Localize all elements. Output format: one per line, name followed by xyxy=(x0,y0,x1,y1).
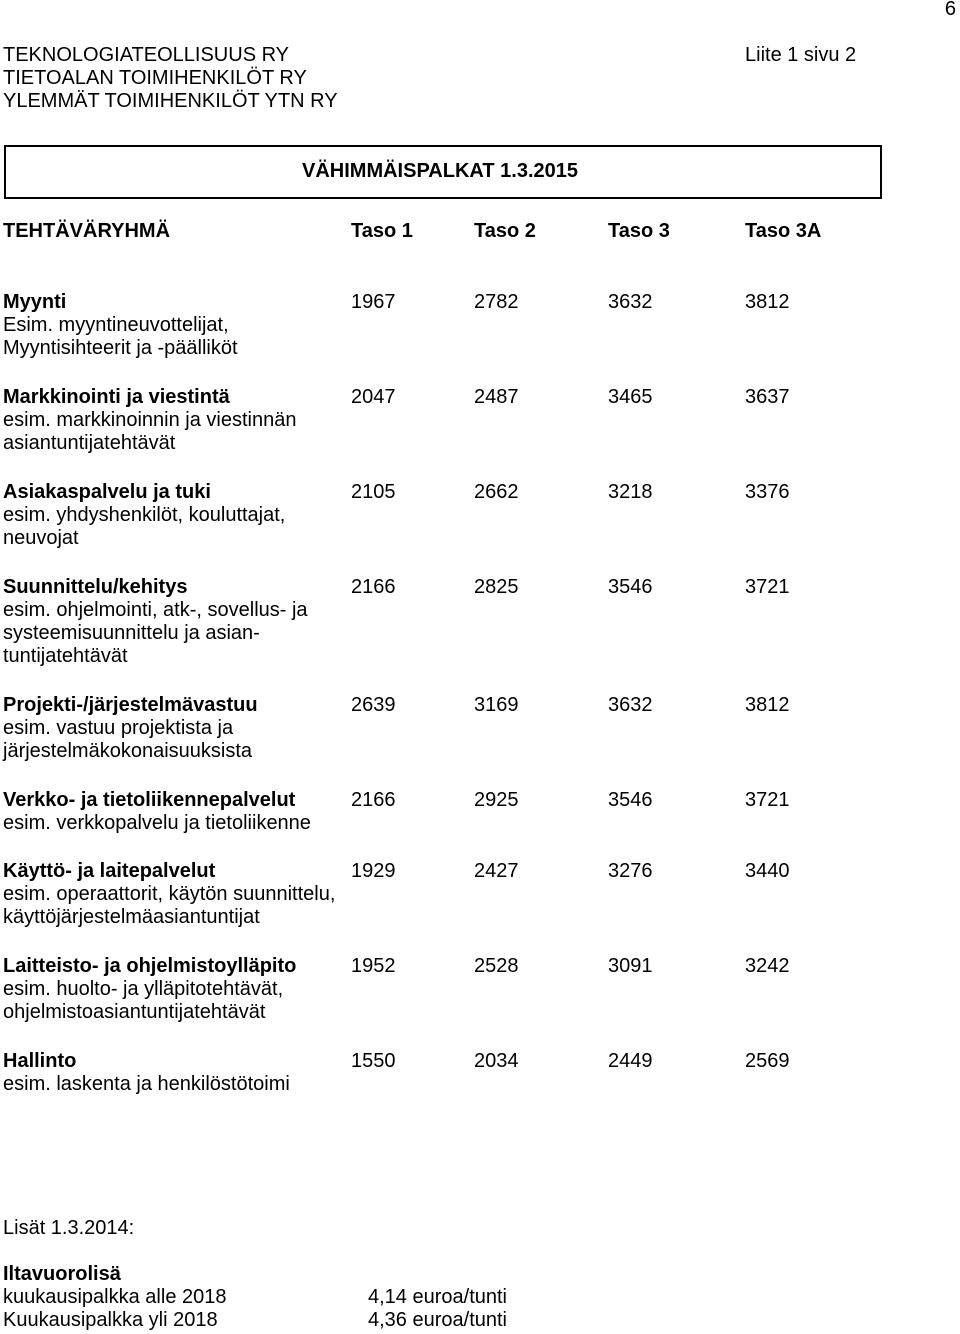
group-description xyxy=(3,717,252,763)
allowance-value: 4,36 euroa/tunti xyxy=(368,1309,507,1331)
document-title: VÄHIMMÄISPALKAT 1.3.2015 xyxy=(302,160,578,182)
salary-level-3: 3546 xyxy=(608,789,653,811)
column-header-level-3: Taso 3 xyxy=(608,220,670,242)
salary-level-3a: 3812 xyxy=(745,291,790,313)
description-line: esim. laskenta ja henkilöstötoimi xyxy=(3,1073,290,1095)
column-header-level-2: Taso 2 xyxy=(474,220,536,242)
salary-level-1: 2105 xyxy=(351,481,396,503)
salary-level-2: 2662 xyxy=(474,481,519,503)
description-line: neuvojat xyxy=(3,527,79,549)
group-name: Myynti xyxy=(3,291,67,313)
organization-name: TEKNOLOGIATEOLLISUUS RY xyxy=(3,44,290,66)
description-line: esim. yhdyshenkilöt, kouluttajat, xyxy=(3,504,286,526)
salary-level-2: 2825 xyxy=(474,576,519,598)
description-line: Myyntisihteerit ja -päälliköt xyxy=(3,337,238,359)
allowance-label: kuukausipalkka alle 2018 xyxy=(3,1286,227,1308)
salary-level-1: 1952 xyxy=(351,955,396,977)
salary-level-1: 2047 xyxy=(351,386,396,408)
salary-level-2: 2925 xyxy=(474,789,519,811)
organization-list xyxy=(3,44,338,113)
organization-name: TIETOALAN TOIMIHENKILÖT RY xyxy=(3,67,307,89)
group-description xyxy=(3,812,311,835)
description-line: järjestelmäkokonaisuuksista xyxy=(3,740,253,762)
allowance-label: Kuukausipalkka yli 2018 xyxy=(3,1309,218,1331)
salary-level-3a: 3812 xyxy=(745,694,790,716)
description-line: käyttöjärjestelmäasiantuntijat xyxy=(3,906,260,928)
group-name: Laitteisto- ja ohjelmistoylläpito xyxy=(3,955,297,977)
group-description xyxy=(3,1073,290,1096)
salary-level-1: 2639 xyxy=(351,694,396,716)
group-description xyxy=(3,978,283,1024)
salary-level-3: 2449 xyxy=(608,1050,653,1072)
salary-level-3a: 3242 xyxy=(745,955,790,977)
group-name: Suunnittelu/kehitys xyxy=(3,576,188,598)
salary-level-3a: 3721 xyxy=(745,576,790,598)
table-header-row xyxy=(0,220,960,244)
salary-level-2: 3169 xyxy=(474,694,519,716)
description-line: asiantuntijatehtävät xyxy=(3,432,176,454)
group-name: Verkko- ja tietoliikennepalvelut xyxy=(3,789,296,811)
salary-level-3: 3632 xyxy=(608,291,653,313)
allowance-row xyxy=(3,1309,507,1332)
salary-level-3a: 3721 xyxy=(745,789,790,811)
group-description xyxy=(3,883,335,929)
group-name: Projekti-/järjestelmävastuu xyxy=(3,694,258,716)
group-description xyxy=(3,409,296,455)
description-line: esim. operaattorit, käytön suunnittelu, xyxy=(3,883,336,905)
group-description xyxy=(3,314,238,360)
description-line: esim. huolto- ja ylläpitotehtävät, xyxy=(3,978,284,1000)
evening-shift-heading: Iltavuorolisä xyxy=(3,1263,121,1285)
organization-name: YLEMMÄT TOIMIHENKILÖT YTN RY xyxy=(3,90,338,112)
salary-level-3: 3632 xyxy=(608,694,653,716)
salary-level-2: 2487 xyxy=(474,386,519,408)
description-line: ohjelmistoasiantuntijatehtävät xyxy=(3,1001,266,1023)
description-line: esim. verkkopalvelu ja tietoliikenne xyxy=(3,812,311,834)
salary-level-3: 3465 xyxy=(608,386,653,408)
salary-level-3: 3218 xyxy=(608,481,653,503)
allowance-value: 4,14 euroa/tunti xyxy=(368,1286,507,1308)
salary-level-3a: 3440 xyxy=(745,860,790,882)
salary-level-3a: 3376 xyxy=(745,481,790,503)
description-line: Esim. myyntineuvottelijat, xyxy=(3,314,229,336)
allowances-section xyxy=(3,1217,507,1332)
salary-level-1: 1550 xyxy=(351,1050,396,1072)
description-line: systeemisuunnittelu ja asian- xyxy=(3,622,260,644)
group-description xyxy=(3,504,285,550)
column-header-level-1: Taso 1 xyxy=(351,220,413,242)
salary-level-1: 2166 xyxy=(351,576,396,598)
description-line: esim. ohjelmointi, atk-, sovellus- ja xyxy=(3,599,308,621)
page-number: 6 xyxy=(944,0,956,20)
group-name: Asiakaspalvelu ja tuki xyxy=(3,481,211,503)
group-description xyxy=(3,599,308,668)
description-line: tuntijatehtävät xyxy=(3,645,128,667)
column-header-level-3a: Taso 3A xyxy=(745,220,822,242)
salary-level-2: 2427 xyxy=(474,860,519,882)
salary-level-3: 3276 xyxy=(608,860,653,882)
appendix-reference: Liite 1 sivu 2 xyxy=(745,44,857,66)
salary-level-2: 2034 xyxy=(474,1050,519,1072)
salary-level-3a: 2569 xyxy=(745,1050,790,1072)
salary-level-1: 1929 xyxy=(351,860,396,882)
column-header-group: TEHTÄVÄRYHMÄ xyxy=(3,220,171,242)
salary-level-3: 3091 xyxy=(608,955,653,977)
salary-level-1: 1967 xyxy=(351,291,396,313)
group-name: Käyttö- ja laitepalvelut xyxy=(3,860,216,882)
group-name: Markkinointi ja viestintä xyxy=(3,386,230,408)
salary-level-3a: 3637 xyxy=(745,386,790,408)
salary-level-2: 2782 xyxy=(474,291,519,313)
group-name: Hallinto xyxy=(3,1050,77,1072)
allowances-heading: Lisät 1.3.2014: xyxy=(3,1217,135,1239)
title-box xyxy=(4,145,882,199)
salary-level-3: 3546 xyxy=(608,576,653,598)
salary-level-2: 2528 xyxy=(474,955,519,977)
allowance-row xyxy=(3,1286,507,1309)
salary-level-1: 2166 xyxy=(351,789,396,811)
description-line: esim. markkinoinnin ja viestinnän xyxy=(3,409,297,431)
description-line: esim. vastuu projektista ja xyxy=(3,717,234,739)
